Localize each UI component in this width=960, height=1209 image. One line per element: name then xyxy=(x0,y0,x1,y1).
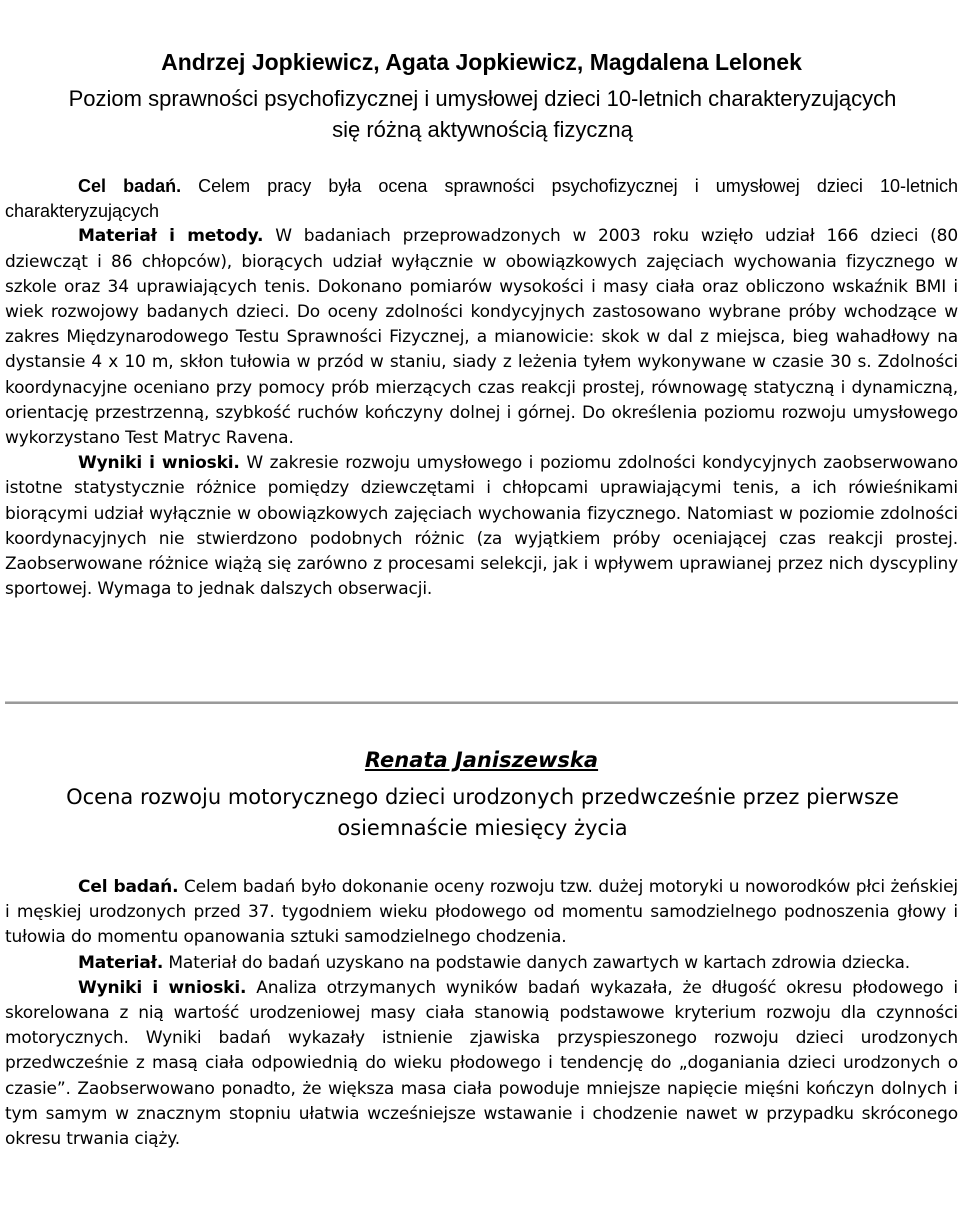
article1-abstract xyxy=(5,174,958,602)
article1-title: Poziom sprawności psychofizycznej i umysłowej dzieci 10-letnich charakteryzujących się różną aktywnością fizyczną xyxy=(68,86,897,142)
article2-authors: Renata Janiszewska xyxy=(364,748,599,772)
article2-goal-label: Cel badań. xyxy=(78,877,179,897)
article1-material-text: W badaniach przeprowadzonych w 2003 roku wzięło udział 166 dzieci (80 dziewcząt i 86 chłopców), biorących udział wyłącznie w obowiązkowych zajęciach wychowania fizycznego w szkole oraz 34 uprawiających tenis. Dokonano pomiarów wysokości i masy ciała oraz obliczono wskaźnik BMI i wiek rozwojowy badanych dzieci. Do oceny zdolności kondycyjnych zastosowano wybrane próby wchodzące w zakres Międzynarodowego Testu Sprawności Fizycznej, a mianowicie: skok w dal z miejsca, bieg wahadłowy na dystansie 4 x 10 m, skłon tułowia w przód w staniu, siady z leżenia tyłem wykonywane w czasie 30 s. Zdolności koordynacyjne oceniano przy pomocy prób mierzących czas reakcji prostej, równowagę statyczną i dynamiczną, orientację przestrzenną, szybkość ruchów kończyny dolnej i górnej. Do określenia poziomu rozwoju umysłowego wykorzystano Test Matryc Ravena. xyxy=(5,226,959,449)
article2-material-text: Materiał do badań uzyskano na podstawie danych zawartych w kartach zdrowia dziecka. xyxy=(163,952,911,973)
article2-abstract xyxy=(5,875,958,1152)
article2-material-paragraph xyxy=(5,951,958,976)
article1-results-label: Wyniki i wnioski. xyxy=(78,453,240,474)
article1-goal-text: Celem pracy była ocena sprawności psychofizycznej i umysłowej dzieci 10-letnich charakteryzujących xyxy=(5,176,958,222)
article2-title: Ocena rozwoju motorycznego dzieci urodzonych przedwcześnie przez pierwsze osiemnaście miesięcy życia xyxy=(66,785,899,840)
article2-material-label: Materiał. xyxy=(78,952,164,973)
article2-results-paragraph xyxy=(5,976,958,1152)
article2-goal-text: Celem badań było dokonanie oceny rozwoju tzw. dużej motoryki u noworodków płci żeńskiej i męskiej urodzonych przed 37. tygodniem wieku płodowego od momentu samodzielnego podnoszenia głowy i tułowia do momentu opanowania sztuki samodzielnego chodzenia. xyxy=(5,877,959,948)
section-divider xyxy=(5,701,958,704)
article1-authors: Andrzej Jopkiewicz, Agata Jopkiewicz, Magdalena Lelonek xyxy=(161,49,802,75)
article1-results-text: W zakresie rozwoju umysłowego i poziomu zdolności kondycyjnych zaobserwowano istotne statystycznie różnice pomiędzy dziewczętami i chłopcami uprawiającymi tenis, a ich rówieśnikami biorącymi udział wyłącznie w obowiązkowych zajęciach wychowania fizycznego. Natomiast w poziomie zdolności koordynacyjnych nie stwierdzono podobnych różnic (za wyjątkiem próby oceniającej czas reakcji prostej. Zaobserwowane różnice wiążą się zarówno z procesami selekcji, jak i wpływem uprawianej przez nich dyscypliny sportowej. Wymaga to jednak dalszych obserwacji. xyxy=(5,453,958,600)
article1-results-paragraph xyxy=(5,451,958,602)
article2-results-text: Analiza otrzymanych wyników badań wykazała, że długość okresu płodowego i skorelowana z nią wartość urodzeniowej masy ciała stanowią podstawowe kryterium rozwoju dla czynności motorycznych. Wyniki badań wykazały istnienie zjawiska przyspieszonego rozwoju dzieci urodzonych przedwcześnie z masą ciała odpowiednią do wieku płodowego i tendencję do „doganiania dzieci urodzonych o czasie”. Zaobserwowano ponadto, że większa masa ciała powoduje mniejsze napięcie mięśni kończyn dolnych i tym samym w znacznym stopniu ułatwia wcześniejsze wstawanie i chodzenie nawet w przypadku skróconego okresu trwania ciąży. xyxy=(5,977,958,1150)
article2-goal-paragraph xyxy=(5,875,958,951)
article1-goal-paragraph xyxy=(5,174,958,224)
article1-goal-label: Cel badań. xyxy=(78,176,182,196)
article1-material-paragraph xyxy=(5,224,958,451)
article1-material-label: Materiał i metody. xyxy=(78,226,264,247)
article2-results-label: Wyniki i wnioski. xyxy=(78,977,247,998)
